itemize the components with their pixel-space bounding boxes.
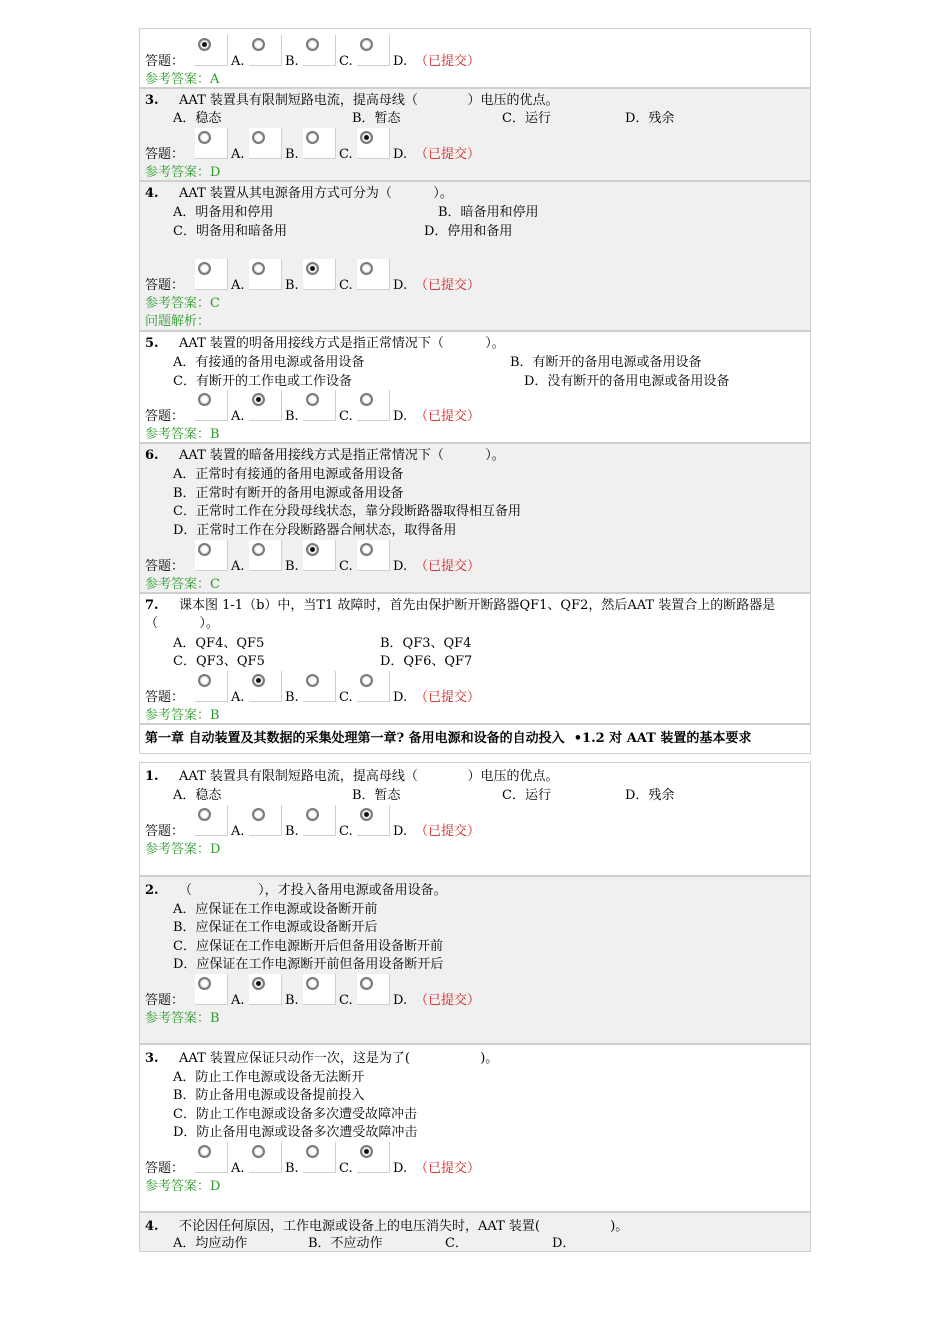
choice-letter-b: B. — [285, 409, 299, 424]
option-d-text: D．QF6、QF7 — [380, 654, 473, 669]
radio-cell-a — [195, 805, 228, 836]
answer-label: 答题： — [145, 278, 185, 293]
radio-cell-d — [357, 259, 390, 290]
question-text: 3. AAT 装置应保证只动作一次，这是为了( )。 — [145, 1051, 499, 1066]
answer-label: 答题： — [145, 824, 185, 839]
option-c-text: C．应保证在工作电源断开后但备用设备断开前 — [173, 939, 443, 954]
radio-option-d[interactable] — [360, 674, 373, 687]
choice-letter-a: A. — [231, 278, 245, 293]
option-a-text: A．正常时有接通的备用电源或备用设备 — [173, 467, 404, 482]
submitted-status: （已提交） — [415, 147, 481, 162]
choice-letter-b: B. — [285, 559, 299, 574]
radio-cell-b — [249, 390, 282, 421]
reference-answer: 参考答案：B — [145, 708, 220, 723]
choice-letter-a: A. — [231, 690, 245, 705]
radio-cell-c — [303, 805, 336, 836]
choice-letter-a: A. — [231, 824, 245, 839]
option-b-text: B．正常时有断开的备用电源或备用设备 — [173, 486, 404, 501]
option-d-text: D．正常时工作在分段断路器合闸状态，取得备用 — [173, 523, 457, 538]
radio-cell-c — [303, 1142, 336, 1173]
radio-option-b[interactable] — [252, 808, 265, 821]
choice-letter-d: D. — [393, 993, 408, 1008]
choice-letter-a: A. — [231, 54, 245, 69]
answer-label: 答题： — [145, 409, 185, 424]
submitted-status: （已提交） — [415, 1161, 481, 1176]
option-b-text: B．暂态 — [352, 111, 401, 126]
option-c-text: C．运行 — [502, 111, 551, 126]
option-d-text: D．没有断开的备用电源或备用设备 — [524, 374, 730, 389]
choice-letter-c: C. — [339, 690, 353, 705]
option-c-text: C．防止工作电源或设备多次遭受故障冲击 — [173, 1107, 417, 1122]
question-p2-2 — [139, 876, 811, 1044]
reference-answer: 参考答案：B — [145, 1011, 220, 1026]
answer-row — [145, 128, 481, 164]
radio-option-c[interactable] — [306, 1145, 319, 1158]
radio-option-c[interactable] — [306, 393, 319, 406]
submitted-status: （已提交） — [415, 54, 481, 69]
radio-cell-b — [249, 540, 282, 571]
choice-letter-c: C. — [339, 409, 353, 424]
option-c-text: C．运行 — [502, 788, 551, 803]
option-a-text: A．稳态 — [173, 111, 222, 126]
submitted-status: （已提交） — [415, 409, 481, 424]
radio-cell-b — [249, 974, 282, 1005]
choice-letter-d: D. — [393, 409, 408, 424]
option-b-text: B．应保证在工作电源或设备断开后 — [173, 920, 378, 935]
radio-option-b[interactable] — [252, 38, 265, 51]
answer-label: 答题： — [145, 1161, 185, 1176]
choice-letter-c: C. — [339, 1161, 353, 1176]
question-text: 2. （ ），才投入备用电源或备用设备。 — [145, 883, 447, 898]
reference-answer: 参考答案：D — [145, 1179, 221, 1194]
question-text-continued: （ ）。 — [145, 616, 219, 631]
radio-cell-b — [249, 128, 282, 159]
answer-row — [145, 35, 481, 71]
radio-option-d[interactable] — [360, 38, 373, 51]
option-d-text: D．残余 — [625, 111, 675, 126]
radio-option-a[interactable] — [198, 131, 211, 144]
radio-option-c[interactable] — [306, 38, 319, 51]
choice-letter-b: B. — [285, 824, 299, 839]
option-b-text: B．不应动作 — [308, 1236, 383, 1251]
radio-option-b[interactable] — [252, 977, 265, 990]
radio-cell-c — [303, 35, 336, 66]
answer-row — [145, 805, 481, 841]
radio-cell-b — [249, 805, 282, 836]
question-text: 4. AAT 装置从其电源备用方式可分为（ ）。 — [145, 186, 453, 201]
answer-row — [145, 974, 481, 1010]
choice-letter-c: C. — [339, 559, 353, 574]
reference-answer: 参考答案：A — [145, 72, 220, 87]
question-block-top — [139, 28, 811, 88]
choice-letter-b: B. — [285, 1161, 299, 1176]
choice-letter-b: B. — [285, 690, 299, 705]
choice-letter-b: B. — [285, 147, 299, 162]
option-c-text: C．有断开的工作电或工作设备 — [173, 374, 352, 389]
submitted-status: （已提交） — [415, 690, 481, 705]
radio-option-c[interactable] — [306, 808, 319, 821]
radio-cell-c — [303, 390, 336, 421]
option-a-text: A．明备用和停用 — [173, 205, 274, 220]
radio-option-c[interactable] — [306, 543, 319, 556]
option-a-text: A．QF4、QF5 — [173, 636, 265, 651]
radio-cell-a — [195, 671, 228, 702]
option-c-text: C．QF3、QF5 — [173, 654, 265, 669]
radio-cell-a — [195, 1142, 228, 1173]
radio-cell-b — [249, 35, 282, 66]
option-b-text: B．暗备用和停用 — [438, 205, 539, 220]
radio-option-b[interactable] — [252, 1145, 265, 1158]
radio-option-b[interactable] — [252, 393, 265, 406]
radio-cell-a — [195, 390, 228, 421]
radio-cell-c — [303, 259, 336, 290]
reference-answer: 参考答案：B — [145, 427, 220, 442]
radio-cell-d — [357, 671, 390, 702]
choice-letter-d: D. — [393, 690, 408, 705]
option-b-text: B．QF3、QF4 — [380, 636, 472, 651]
radio-option-b[interactable] — [252, 131, 265, 144]
answer-row — [145, 390, 481, 426]
question-5 — [139, 331, 811, 443]
choice-letter-a: A. — [231, 409, 245, 424]
option-b-text: B．暂态 — [352, 788, 401, 803]
question-p2-3 — [139, 1044, 811, 1212]
radio-option-a[interactable] — [198, 1145, 211, 1158]
question-6 — [139, 443, 811, 593]
radio-option-d[interactable] — [360, 1145, 373, 1158]
radio-cell-d — [357, 390, 390, 421]
radio-option-a[interactable] — [198, 393, 211, 406]
option-a-text: A．稳态 — [173, 788, 222, 803]
radio-option-a[interactable] — [198, 262, 211, 275]
choice-letter-a: A. — [231, 147, 245, 162]
choice-letter-a: A. — [231, 559, 245, 574]
radio-cell-a — [195, 35, 228, 66]
answer-label: 答题： — [145, 54, 185, 69]
radio-cell-c — [303, 974, 336, 1005]
question-p2-1 — [139, 762, 811, 876]
answer-row — [145, 1142, 481, 1178]
reference-answer: 参考答案：D — [145, 165, 221, 180]
radio-option-c[interactable] — [306, 674, 319, 687]
radio-cell-d — [357, 805, 390, 836]
option-b-text: B．防止备用电源或设备提前投入 — [173, 1088, 365, 1103]
answer-row — [145, 259, 481, 295]
radio-cell-c — [303, 128, 336, 159]
choice-letter-d: D. — [393, 559, 408, 574]
answer-row — [145, 671, 481, 707]
radio-option-c[interactable] — [306, 262, 319, 275]
radio-option-d[interactable] — [360, 131, 373, 144]
question-p2-4 — [139, 1212, 811, 1252]
radio-option-a[interactable] — [198, 543, 211, 556]
radio-option-a[interactable] — [198, 674, 211, 687]
radio-option-d[interactable] — [360, 393, 373, 406]
choice-letter-d: D. — [393, 54, 408, 69]
radio-option-c[interactable] — [306, 977, 319, 990]
option-d-text: D．应保证在工作电源断开前但备用设备断开后 — [173, 957, 444, 972]
choice-letter-b: B. — [285, 993, 299, 1008]
option-d-text: D．残余 — [625, 788, 675, 803]
radio-cell-d — [357, 128, 390, 159]
option-d-text: D．防止备用电源或设备多次遭受故障冲击 — [173, 1125, 418, 1140]
choice-letter-d: D. — [393, 147, 408, 162]
radio-cell-b — [249, 1142, 282, 1173]
radio-option-b[interactable] — [252, 543, 265, 556]
question-3 — [139, 88, 811, 181]
radio-cell-a — [195, 128, 228, 159]
option-a-text: A．有接通的备用电源或备用设备 — [173, 355, 365, 370]
radio-option-a[interactable] — [198, 808, 211, 821]
reference-answer: 参考答案：C — [145, 577, 220, 592]
question-text: 7. 课本图 1-1（b）中，当T1 故障时，首先由保护断开断路器QF1、QF2，然后AAT 装置合上的断路器是 — [145, 598, 776, 613]
reference-answer: 参考答案：C — [145, 296, 220, 311]
radio-cell-d — [357, 974, 390, 1005]
choice-letter-c: C. — [339, 993, 353, 1008]
radio-cell-d — [357, 35, 390, 66]
choice-letter-d: D. — [393, 824, 408, 839]
choice-letter-c: C. — [339, 278, 353, 293]
option-a-text: A．防止工作电源或设备无法断开 — [173, 1070, 365, 1085]
submitted-status: （已提交） — [415, 993, 481, 1008]
question-text: 3. AAT 装置具有限制短路电流，提高母线（ ）电压的优点。 — [145, 93, 559, 108]
question-text: 5. AAT 装置的明备用接线方式是指正常情况下（ ）。 — [145, 336, 505, 351]
radio-option-c[interactable] — [306, 131, 319, 144]
radio-cell-c — [303, 540, 336, 571]
option-c-text: C．明备用和暗备用 — [173, 224, 287, 239]
option-a-text: A．应保证在工作电源或设备断开前 — [173, 902, 378, 917]
question-text: 6. AAT 装置的暗备用接线方式是指正常情况下（ ）。 — [145, 448, 505, 463]
option-a-text: A．均应动作 — [173, 1236, 248, 1251]
choice-letter-c: C. — [339, 824, 353, 839]
option-d-text: D． — [552, 1236, 576, 1251]
radio-cell-b — [249, 671, 282, 702]
answer-label: 答题： — [145, 559, 185, 574]
radio-cell-b — [249, 259, 282, 290]
choice-letter-d: D. — [393, 1161, 408, 1176]
radio-option-d[interactable] — [360, 808, 373, 821]
radio-cell-d — [357, 1142, 390, 1173]
answer-label: 答题： — [145, 993, 185, 1008]
choice-letter-a: A. — [231, 993, 245, 1008]
radio-option-d[interactable] — [360, 262, 373, 275]
radio-cell-d — [357, 540, 390, 571]
radio-option-d[interactable] — [360, 543, 373, 556]
radio-option-d[interactable] — [360, 977, 373, 990]
reference-answer: 参考答案：D — [145, 842, 221, 857]
radio-cell-a — [195, 259, 228, 290]
question-text: 4. 不论因任何原因，工作电源或设备上的电压消失时，AAT 装置( )。 — [145, 1219, 629, 1234]
answer-label: 答题： — [145, 147, 185, 162]
choice-letter-a: A. — [231, 1161, 245, 1176]
radio-option-a[interactable] — [198, 977, 211, 990]
radio-option-b[interactable] — [252, 674, 265, 687]
option-c-text: C． — [445, 1236, 468, 1251]
choice-letter-b: B. — [285, 278, 299, 293]
radio-cell-a — [195, 974, 228, 1005]
analysis-label: 问题解析： — [145, 314, 211, 329]
radio-option-b[interactable] — [252, 262, 265, 275]
choice-letter-d: D. — [393, 278, 408, 293]
choice-letter-c: C. — [339, 147, 353, 162]
radio-cell-a — [195, 540, 228, 571]
radio-cell-c — [303, 671, 336, 702]
submitted-status: （已提交） — [415, 559, 481, 574]
choice-letter-c: C. — [339, 54, 353, 69]
submitted-status: （已提交） — [415, 824, 481, 839]
answer-row — [145, 540, 481, 576]
radio-option-a[interactable] — [198, 38, 211, 51]
option-b-text: B．有断开的备用电源或备用设备 — [510, 355, 702, 370]
submitted-status: （已提交） — [415, 278, 481, 293]
option-c-text: C．正常时工作在分段母线状态，靠分段断路器取得相互备用 — [173, 504, 521, 519]
section-title: 第一章 自动装置及其数据的采集处理第一章? 备用电源和设备的自动投入 •1.2 对 AAT 装置的基本要求 — [139, 724, 811, 754]
question-text: 1. AAT 装置具有限制短路电流，提高母线（ ）电压的优点。 — [145, 769, 559, 784]
answer-label: 答题： — [145, 690, 185, 705]
option-d-text: D．停用和备用 — [424, 224, 513, 239]
choice-letter-b: B. — [285, 54, 299, 69]
question-7 — [139, 593, 811, 724]
question-4 — [139, 181, 811, 331]
